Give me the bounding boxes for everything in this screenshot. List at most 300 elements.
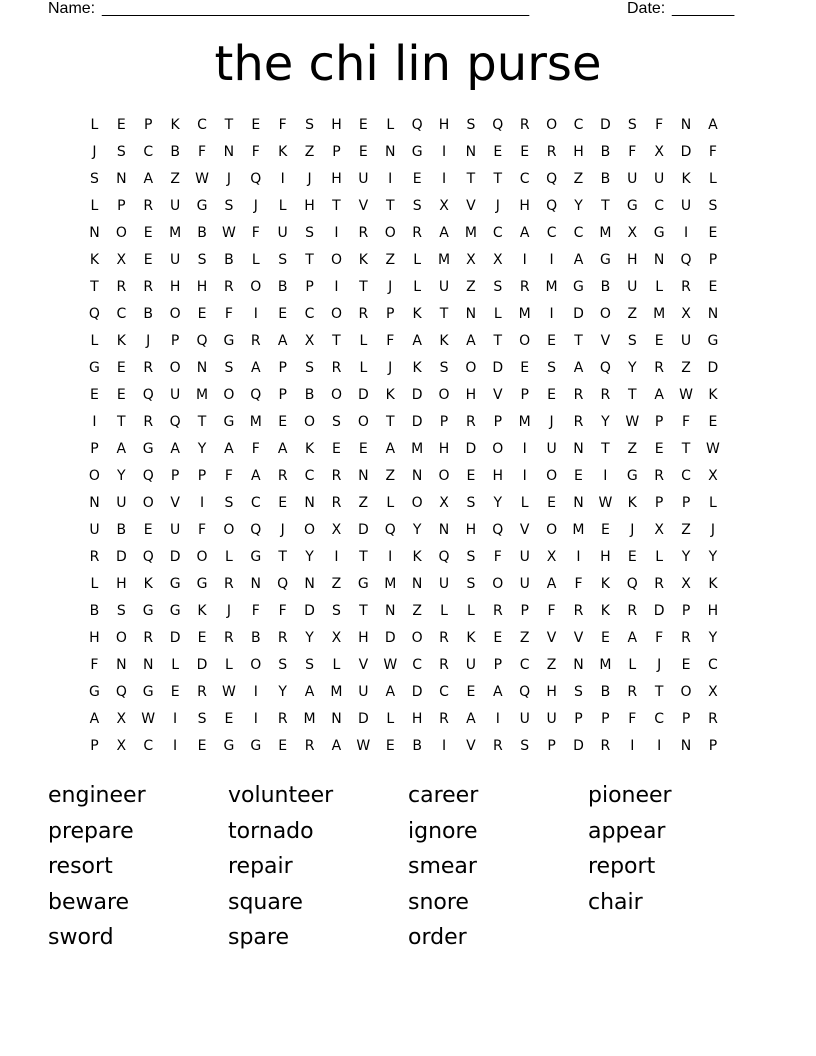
grid-letter: P bbox=[117, 198, 126, 214]
grid-letter: F bbox=[224, 306, 233, 322]
word-row bbox=[48, 921, 768, 957]
grid-letter: T bbox=[601, 441, 610, 457]
grid-letter: A bbox=[708, 117, 718, 133]
grid-letter: L bbox=[413, 279, 422, 295]
grid-letter: P bbox=[278, 360, 287, 376]
grid-letter: L bbox=[90, 576, 99, 592]
grid-row bbox=[81, 355, 726, 382]
word-item: career bbox=[408, 783, 479, 808]
grid-letter: X bbox=[466, 252, 476, 268]
grid-letter: X bbox=[708, 684, 718, 700]
word-item: engineer bbox=[48, 783, 146, 808]
grid-letter: S bbox=[305, 360, 315, 376]
grid-letter: H bbox=[358, 630, 369, 646]
grid-letter: A bbox=[143, 171, 154, 187]
grid-letter: Q bbox=[519, 684, 531, 700]
grid-row bbox=[81, 571, 726, 598]
grid-letter: S bbox=[466, 576, 476, 592]
grid-letter: S bbox=[332, 603, 341, 619]
grid-letter: L bbox=[440, 603, 448, 619]
grid-letter: F bbox=[386, 333, 395, 349]
grid-letter: N bbox=[385, 144, 396, 160]
grid-letter: O bbox=[546, 468, 558, 484]
grid-letter: R bbox=[143, 198, 154, 214]
grid-letter: H bbox=[116, 576, 127, 592]
grid-letter: M bbox=[330, 684, 343, 700]
grid-letter: O bbox=[330, 306, 342, 322]
grid-letter: U bbox=[438, 576, 450, 592]
grid-letter: E bbox=[600, 630, 610, 646]
grid-letter: C bbox=[143, 738, 154, 754]
grid-letter: L bbox=[90, 198, 99, 214]
grid-letter: J bbox=[630, 522, 635, 538]
grid-letter: C bbox=[197, 117, 207, 133]
grid-letter: X bbox=[304, 333, 315, 349]
grid-letter: F bbox=[493, 549, 502, 565]
grid-letter: I bbox=[253, 711, 258, 727]
grid-letter: D bbox=[357, 522, 369, 538]
grid-letter: A bbox=[439, 225, 449, 241]
grid-letter: P bbox=[305, 279, 314, 295]
grid-letter: U bbox=[546, 441, 557, 457]
grid-letter: Z bbox=[573, 171, 584, 187]
grid-letter: R bbox=[331, 468, 342, 484]
grid-letter: P bbox=[493, 414, 503, 430]
grid-row bbox=[81, 436, 726, 463]
header bbox=[48, 0, 748, 20]
grid-row bbox=[81, 679, 726, 706]
grid-letter: O bbox=[330, 252, 342, 268]
grid-letter: J bbox=[307, 171, 312, 187]
grid-letter: Q bbox=[142, 468, 154, 484]
grid-letter: M bbox=[169, 225, 182, 241]
grid-letter: T bbox=[439, 306, 449, 322]
grid-letter: U bbox=[116, 495, 127, 511]
grid-letter: U bbox=[89, 522, 100, 538]
grid-letter: Q bbox=[142, 549, 154, 565]
grid-letter: T bbox=[493, 171, 503, 187]
grid-letter: I bbox=[441, 171, 447, 187]
grid-letter: Z bbox=[304, 144, 315, 160]
grid-letter: R bbox=[439, 630, 449, 646]
grid-letter: P bbox=[601, 711, 610, 727]
grid-letter: T bbox=[681, 441, 691, 457]
grid-letter: I bbox=[334, 549, 339, 565]
grid-letter: S bbox=[466, 495, 476, 511]
grid-letter: F bbox=[224, 468, 233, 484]
date-field[interactable]: _______ bbox=[672, 0, 735, 17]
grid-letter: S bbox=[197, 252, 207, 268]
grid-letter: Q bbox=[492, 117, 504, 133]
grid-letter: M bbox=[249, 414, 262, 430]
grid-letter: J bbox=[388, 360, 393, 376]
grid-letter: V bbox=[358, 657, 369, 673]
grid-letter: R bbox=[358, 306, 369, 322]
grid-letter: W bbox=[625, 414, 640, 430]
grid-letter: G bbox=[142, 603, 154, 619]
grid-letter: B bbox=[89, 603, 100, 619]
grid-letter: V bbox=[466, 738, 476, 754]
grid-letter: F bbox=[251, 144, 260, 160]
name-field[interactable]: ________________________________________________ bbox=[102, 0, 530, 17]
grid-letter: S bbox=[466, 117, 476, 133]
grid-letter: J bbox=[146, 333, 151, 349]
grid-letter: Q bbox=[250, 522, 262, 538]
word-bank bbox=[48, 779, 768, 957]
grid-letter: K bbox=[89, 252, 100, 268]
grid-letter: E bbox=[466, 684, 476, 700]
grid-letter: L bbox=[655, 549, 664, 565]
grid-letter: C bbox=[708, 657, 718, 673]
grid-letter: W bbox=[356, 738, 371, 754]
grid-letter: X bbox=[681, 306, 691, 322]
grid-letter: A bbox=[277, 333, 288, 349]
grid-letter: H bbox=[707, 603, 719, 619]
grid-letter: E bbox=[224, 711, 234, 727]
grid-letter: F bbox=[251, 225, 260, 241]
grid-row bbox=[81, 706, 726, 733]
grid-letter: H bbox=[89, 630, 100, 646]
grid-letter: A bbox=[573, 252, 584, 268]
grid-letter: Q bbox=[196, 333, 208, 349]
grid-letter: N bbox=[465, 144, 477, 160]
grid-letter: S bbox=[278, 252, 288, 268]
grid-letter: R bbox=[627, 603, 638, 619]
grid-letter: R bbox=[224, 576, 234, 592]
grid-letter: D bbox=[357, 711, 369, 727]
grid-letter: N bbox=[411, 576, 423, 592]
grid-letter: H bbox=[600, 549, 611, 565]
word-item: appear bbox=[588, 818, 666, 844]
grid-letter: U bbox=[358, 684, 369, 700]
grid-row bbox=[81, 409, 726, 436]
grid-letter: W bbox=[383, 657, 398, 673]
grid-row bbox=[81, 166, 726, 193]
grid-letter: A bbox=[224, 441, 234, 457]
grid-letter: L bbox=[493, 306, 502, 322]
grid-letter: S bbox=[90, 171, 99, 187]
word-row bbox=[48, 815, 768, 851]
grid-letter: O bbox=[304, 414, 316, 430]
grid-letter: O bbox=[357, 414, 369, 430]
grid-letter: X bbox=[708, 468, 718, 484]
grid-letter: M bbox=[572, 522, 585, 538]
grid-letter: R bbox=[492, 738, 503, 754]
grid-letter: H bbox=[573, 144, 584, 160]
grid-letter: G bbox=[223, 333, 235, 349]
grid-letter: O bbox=[115, 225, 127, 241]
grid-letter: I bbox=[388, 549, 393, 565]
grid-letter: Q bbox=[546, 171, 558, 187]
grid-letter: G bbox=[169, 603, 181, 619]
grid-letter: B bbox=[197, 225, 207, 241]
grid-letter: C bbox=[492, 225, 503, 241]
grid-letter: R bbox=[573, 603, 584, 619]
grid-letter: U bbox=[277, 225, 288, 241]
grid-letter: Q bbox=[142, 387, 154, 403]
grid-letter: M bbox=[545, 279, 558, 295]
grid-row bbox=[81, 733, 726, 760]
grid-letter: K bbox=[197, 603, 207, 619]
grid-letter: Y bbox=[681, 549, 691, 565]
grid-letter: C bbox=[519, 657, 530, 673]
grid-row bbox=[81, 328, 726, 355]
grid-letter: T bbox=[332, 198, 341, 214]
grid-letter: P bbox=[520, 603, 529, 619]
grid-letter: C bbox=[304, 306, 315, 322]
grid-letter: T bbox=[278, 549, 287, 565]
grid-letter: S bbox=[439, 360, 449, 376]
grid-letter: P bbox=[332, 144, 341, 160]
grid-letter: K bbox=[600, 603, 610, 619]
grid-letter: R bbox=[546, 144, 557, 160]
grid-letter: D bbox=[304, 603, 315, 619]
grid-letter: I bbox=[549, 252, 554, 268]
grid-letter: U bbox=[680, 198, 692, 214]
grid-letter: O bbox=[411, 495, 423, 511]
grid-letter: H bbox=[465, 387, 477, 403]
word-item: pioneer bbox=[588, 783, 672, 808]
grid-letter: E bbox=[278, 414, 288, 430]
grid-letter: K bbox=[412, 306, 422, 322]
grid-letter: N bbox=[573, 441, 584, 457]
grid-letter: C bbox=[654, 711, 665, 727]
grid-letter: O bbox=[223, 387, 235, 403]
grid-letter: U bbox=[680, 333, 692, 349]
grid-letter: O bbox=[142, 495, 154, 511]
grid-letter: A bbox=[546, 576, 557, 592]
grid-letter: I bbox=[253, 684, 258, 700]
grid-letter: F bbox=[628, 711, 637, 727]
grid-letter: S bbox=[116, 603, 126, 619]
grid-row bbox=[81, 517, 726, 544]
grid-letter: A bbox=[466, 711, 476, 727]
grid-letter: V bbox=[358, 198, 369, 214]
grid-letter: J bbox=[253, 198, 258, 214]
word-item: repair bbox=[228, 854, 293, 880]
grid-letter: H bbox=[411, 711, 423, 727]
grid-letter: X bbox=[439, 198, 449, 214]
grid-letter: F bbox=[197, 144, 207, 160]
grid-letter: A bbox=[519, 225, 530, 241]
grid-letter: L bbox=[467, 603, 475, 619]
grid-letter: N bbox=[89, 495, 100, 511]
grid-letter: Q bbox=[626, 576, 638, 592]
grid-letter: D bbox=[384, 630, 396, 646]
grid-letter: L bbox=[709, 495, 717, 511]
grid-letter: A bbox=[331, 738, 342, 754]
grid-letter: Y bbox=[574, 198, 583, 214]
grid-letter: P bbox=[439, 414, 449, 430]
grid-letter: D bbox=[115, 549, 127, 565]
grid-letter: O bbox=[680, 684, 692, 700]
grid-letter: I bbox=[334, 225, 339, 241]
grid-letter: W bbox=[221, 225, 236, 241]
grid-letter: Q bbox=[492, 522, 504, 538]
grid-letter: P bbox=[681, 603, 691, 619]
word-item: chair bbox=[588, 889, 643, 915]
grid-letter: K bbox=[278, 144, 288, 160]
grid-letter: R bbox=[708, 711, 718, 727]
grid-letter: I bbox=[522, 252, 527, 268]
grid-letter: D bbox=[680, 144, 692, 160]
grid-letter: Q bbox=[115, 684, 127, 700]
grid-letter: O bbox=[115, 630, 127, 646]
grid-letter: R bbox=[250, 333, 261, 349]
grid-letter: T bbox=[332, 333, 341, 349]
grid-row bbox=[81, 220, 726, 247]
grid-letter: A bbox=[89, 711, 100, 727]
grid-letter: I bbox=[657, 738, 662, 754]
grid-letter: I bbox=[280, 171, 285, 187]
grid-row bbox=[81, 463, 726, 490]
grid-letter: E bbox=[278, 306, 288, 322]
grid-letter: E bbox=[520, 360, 530, 376]
grid-letter: Y bbox=[601, 414, 610, 430]
grid-letter: V bbox=[546, 630, 557, 646]
word-item: smear bbox=[408, 854, 477, 880]
grid-letter: Q bbox=[680, 252, 692, 268]
grid-letter: I bbox=[253, 306, 258, 322]
grid-letter: Y bbox=[305, 630, 314, 646]
grid-letter: N bbox=[142, 657, 154, 673]
grid-letter: Z bbox=[546, 657, 557, 673]
grid-letter: J bbox=[92, 144, 97, 160]
grid-letter: U bbox=[546, 711, 557, 727]
word-item: order bbox=[408, 925, 467, 951]
grid-letter: L bbox=[386, 495, 395, 511]
grid-letter: A bbox=[654, 387, 664, 403]
grid-letter: T bbox=[601, 198, 610, 214]
grid-letter: T bbox=[117, 414, 126, 430]
grid-letter: G bbox=[169, 576, 181, 592]
grid-letter: T bbox=[627, 387, 637, 403]
grid-letter: L bbox=[224, 549, 233, 565]
grid-letter: V bbox=[493, 387, 503, 403]
grid-letter: U bbox=[169, 387, 181, 403]
grid-letter: V bbox=[600, 333, 611, 349]
grid-letter: N bbox=[304, 576, 315, 592]
grid-letter: I bbox=[441, 144, 447, 160]
grid-letter: Q bbox=[546, 198, 558, 214]
grid-letter: B bbox=[600, 144, 611, 160]
grid-letter: Q bbox=[277, 576, 289, 592]
grid-letter: O bbox=[519, 333, 531, 349]
grid-letter: G bbox=[599, 252, 611, 268]
grid-letter: X bbox=[116, 252, 127, 268]
grid-letter: N bbox=[331, 711, 342, 727]
grid-letter: G bbox=[250, 738, 262, 754]
grid-letter: O bbox=[411, 630, 423, 646]
grid-letter: U bbox=[169, 522, 181, 538]
grid-letter: S bbox=[547, 360, 557, 376]
grid-letter: Y bbox=[412, 522, 422, 538]
grid-letter: R bbox=[224, 630, 234, 646]
grid-letter: N bbox=[223, 144, 235, 160]
grid-letter: F bbox=[278, 603, 287, 619]
grid-letter: O bbox=[330, 387, 342, 403]
grid-row bbox=[81, 301, 726, 328]
grid-letter: O bbox=[599, 306, 611, 322]
grid-letter: I bbox=[388, 171, 393, 187]
grid-letter: O bbox=[438, 387, 450, 403]
grid-letter: T bbox=[574, 333, 583, 349]
grid-letter: W bbox=[141, 711, 156, 727]
grid-letter: I bbox=[334, 279, 339, 295]
word-item: spare bbox=[228, 925, 290, 951]
grid-letter: D bbox=[465, 441, 477, 457]
grid-letter: Z bbox=[358, 495, 369, 511]
grid-letter: R bbox=[681, 279, 691, 295]
grid-letter: X bbox=[654, 144, 664, 160]
grid-letter: Z bbox=[466, 279, 476, 295]
grid-letter: C bbox=[573, 225, 584, 241]
grid-letter: L bbox=[628, 657, 637, 673]
grid-letter: E bbox=[493, 630, 503, 646]
grid-letter: X bbox=[331, 522, 342, 538]
grid-letter: X bbox=[627, 225, 638, 241]
grid-letter: I bbox=[92, 414, 97, 430]
grid-letter: A bbox=[170, 441, 180, 457]
grid-letter: L bbox=[90, 117, 99, 133]
grid-letter: Q bbox=[411, 117, 423, 133]
grid-row bbox=[81, 490, 726, 517]
grid-letter: E bbox=[493, 144, 503, 160]
grid-letter: R bbox=[143, 414, 154, 430]
grid-letter: P bbox=[654, 414, 664, 430]
grid-letter: S bbox=[197, 711, 207, 727]
grid-letter: Z bbox=[385, 468, 396, 484]
grid-letter: R bbox=[654, 468, 665, 484]
grid-letter: T bbox=[466, 171, 476, 187]
grid-letter: F bbox=[708, 144, 717, 160]
grid-letter: M bbox=[599, 657, 612, 673]
grid-letter: B bbox=[304, 387, 315, 403]
grid-letter: J bbox=[657, 657, 662, 673]
grid-letter: E bbox=[197, 630, 207, 646]
grid-letter: M bbox=[384, 576, 397, 592]
grid-letter: O bbox=[492, 441, 504, 457]
grid-letter: R bbox=[331, 360, 342, 376]
word-item: beware bbox=[48, 889, 130, 915]
grid-letter: J bbox=[226, 171, 231, 187]
grid-letter: W bbox=[221, 684, 236, 700]
grid-letter: A bbox=[627, 630, 638, 646]
grid-row bbox=[81, 625, 726, 652]
grid-letter: H bbox=[519, 198, 530, 214]
grid-letter: E bbox=[708, 414, 718, 430]
name-label: Name: bbox=[48, 0, 96, 17]
grid-letter: K bbox=[304, 441, 315, 457]
date-label: Date: bbox=[627, 0, 666, 17]
grid-letter: M bbox=[411, 441, 424, 457]
grid-letter: A bbox=[251, 468, 261, 484]
grid-letter: H bbox=[546, 684, 557, 700]
grid-letter: P bbox=[197, 468, 207, 484]
grid-letter: O bbox=[196, 549, 208, 565]
grid-letter: A bbox=[573, 360, 584, 376]
grid-letter: I bbox=[683, 225, 689, 241]
grid-letter: B bbox=[143, 306, 154, 322]
grid-letter: R bbox=[492, 603, 503, 619]
grid-letter: Z bbox=[627, 441, 638, 457]
grid-letter: F bbox=[251, 603, 260, 619]
grid-letter: D bbox=[411, 684, 423, 700]
grid-letter: Y bbox=[493, 495, 503, 511]
grid-letter: N bbox=[573, 657, 584, 673]
grid-letter: W bbox=[195, 171, 209, 187]
grid-row bbox=[81, 598, 726, 625]
